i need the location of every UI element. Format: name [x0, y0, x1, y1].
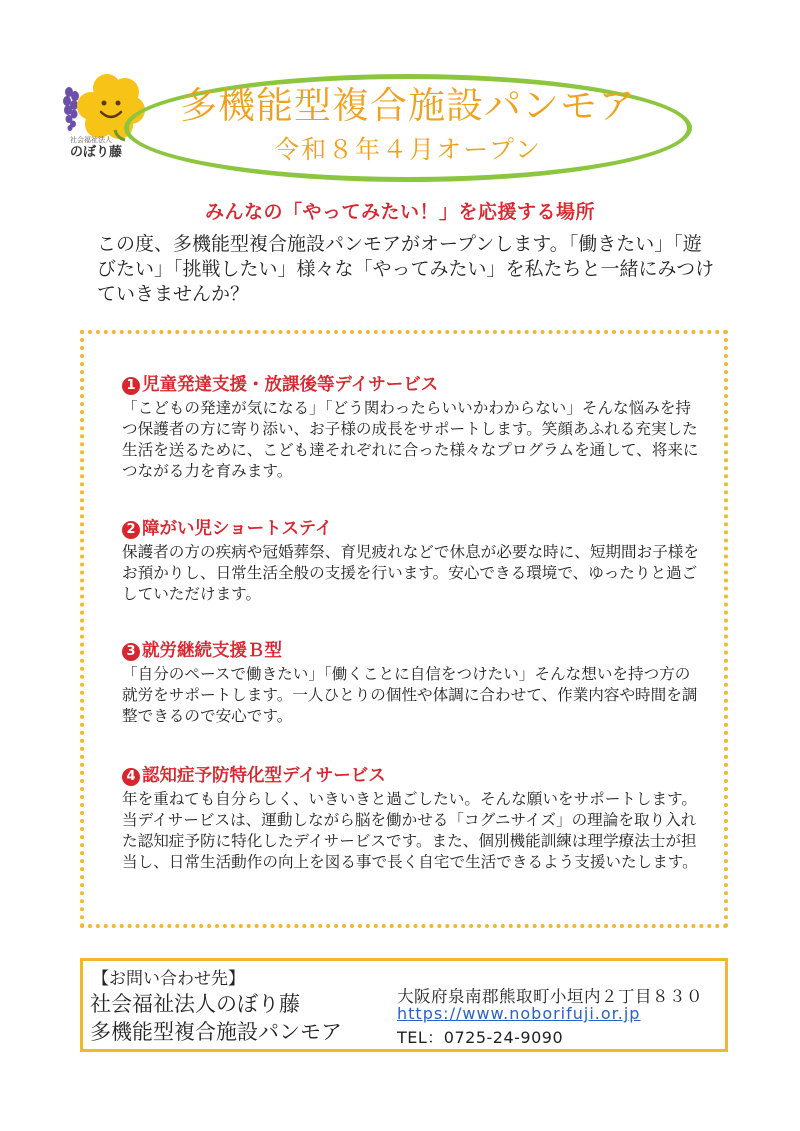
logo-org-type: 社会福祉法人 [70, 136, 112, 144]
service-description: 「自分のペースで働きたい」「働くことに自信をつけたい」そんな想いを持つ方の就労をサポートします。一人ひとりの個性や体調に合わせて、作業内容や時間を調整できるので安心です。 [122, 665, 698, 725]
service-number-icon: 4 [122, 768, 140, 786]
contact-address: 大阪府泉南郡熊取町小垣内２丁目８３０ [397, 987, 703, 1006]
tagline: みんなの「やってみたい！」を応援する場所 [204, 201, 595, 223]
service-title-text: 就労継続支援Ｂ型 [142, 641, 282, 661]
service-description: 「こどもの発達が気になる」「どう関わったらいいかわからない」そんな悩みを持つ保護者の方に寄り添い、お子様の成長をサポートします。笑顔あふれる充実した生活を送るために、こども達それぞれに合った様々なプログラムを通して、将来につながる力を育みます。 [122, 399, 699, 480]
contact-heading: 【お問い合わせ先】 [92, 969, 245, 989]
service-description: 保護者の方の疾病や冠婚葬祭、育児疲れなどで休息が必要な時に、短期間お子様をお預かりし、日常生活全般の支援を行います。安心できる環境で、ゆったりと過ごしていただけます。 [122, 543, 699, 603]
service-title-text: 障がい児ショートステイ [142, 519, 333, 539]
service-section [122, 640, 702, 727]
website-link[interactable]: https://www.noborifuji.or.jp [397, 1004, 641, 1023]
intro-paragraph: この度、多機能型複合施設パンモアがオープンします。「働きたい」「遊びたい」「挑戦したい」様々な「やってみたい」を私たちと一緒にみつけていきませんか？ [97, 233, 715, 305]
opening-date: 令和８年４月オープン [274, 135, 542, 164]
page-title: 多機能型複合施設パンモア [180, 84, 636, 127]
service-description: 年を重ねても自分らしく、いきいきと過ごしたい。そんな願いをサポートします。当デイサービスは、運動しながら脳を働かせる「コグニサイズ」の理論を取り入れた認知症予防に特化したデイサービスです。また、個別機能訓練は理学療法士が担当し、日常生活動作の向上を図る事で長く自宅で生活できるよう支援いたします。 [122, 790, 698, 871]
contact-organization: 社会福祉法人のぼり藤 [90, 992, 300, 1016]
logo-org-name: のぼり藤 [70, 145, 123, 160]
service-section [122, 374, 702, 482]
service-title [122, 518, 702, 540]
service-title [122, 765, 702, 787]
service-title-text: 児童発達支援・放課後等デイサービス [142, 375, 439, 395]
service-number-icon: 1 [122, 377, 140, 395]
service-title [122, 374, 702, 396]
service-section [122, 518, 702, 605]
service-number-icon: 3 [122, 643, 140, 661]
service-title-text: 認知症予防特化型デイサービス [142, 766, 386, 786]
service-number-icon: 2 [122, 521, 140, 539]
service-title [122, 640, 702, 662]
contact-facility: 多機能型複合施設パンモア [90, 1020, 342, 1044]
service-section [122, 765, 702, 873]
contact-phone: TEL：0725-24-9090 [397, 1028, 564, 1047]
